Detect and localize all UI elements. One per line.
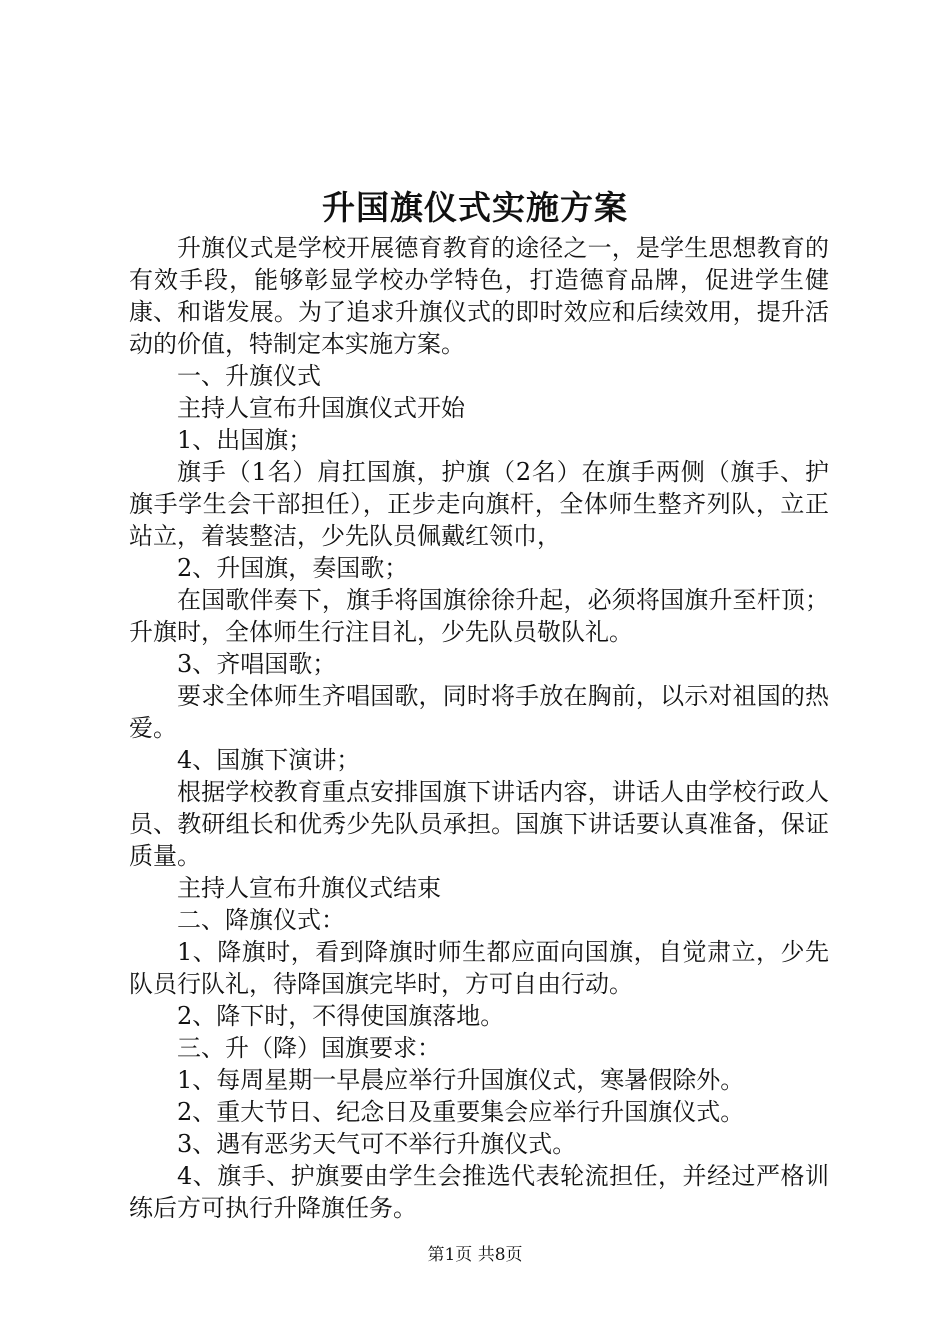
paragraph: 根据学校教育重点安排国旗下讲话内容，讲话人由学校行政人员、教研组长和优秀少先队员承担。国旗下讲话要认真准备，保证质量。 xyxy=(129,778,829,870)
list-item: 1、降旗时，看到降旗时师生都应面向国旗，自觉肃立，少先队员行队礼，待降国旗完毕时，方可自由行动。 xyxy=(129,938,829,998)
list-item-heading: 1、出国旗； xyxy=(177,426,313,454)
list-item: 4、旗手、护旗要由学生会推选代表轮流担任，并经过严格训练后方可执行升降旗任务。 xyxy=(129,1162,829,1222)
paragraph: 旗手（1名）肩扛国旗，护旗（2名）在旗手两侧（旗手、护旗手学生会干部担任），正步走向旗杆，全体师生整齐列队，立正站立，着装整洁，少先队员佩戴红领巾， xyxy=(129,458,829,550)
page-footer: 第1页 共8页 xyxy=(427,1245,523,1265)
list-item: 3、遇有恶劣天气可不举行升旗仪式。 xyxy=(177,1130,577,1158)
section-heading: 三、升（降）国旗要求： xyxy=(177,1034,441,1062)
paragraph: 要求全体师生齐唱国歌，同时将手放在胸前，以示对祖国的热爱。 xyxy=(129,682,829,742)
document-title: 升国旗仪式实施方案 xyxy=(322,188,628,227)
document-body xyxy=(129,232,829,1224)
paragraph: 主持人宣布升国旗仪式开始 xyxy=(177,394,465,422)
section-heading: 一、升旗仪式 xyxy=(177,362,321,390)
paragraph: 升旗仪式是学校开展德育教育的途径之一，是学生思想教育的有效手段，能够彰显学校办学特色，打造德育品牌，促进学生健康、和谐发展。为了追求升旗仪式的即时效应和后续效用，提升活动的价值，特制定本实施方案。 xyxy=(129,234,829,358)
list-item-heading: 4、国旗下演讲； xyxy=(177,746,361,774)
paragraph: 在国歌伴奏下，旗手将国旗徐徐升起，必须将国旗升至杆顶；升旗时，全体师生行注目礼，少先队员敬队礼。 xyxy=(129,586,829,646)
section-heading: 二、降旗仪式： xyxy=(177,906,345,934)
paragraph: 主持人宣布升旗仪式结束 xyxy=(177,874,441,902)
list-item: 1、每周星期一早晨应举行升国旗仪式，寒暑假除外。 xyxy=(177,1066,745,1094)
list-item: 2、降下时，不得使国旗落地。 xyxy=(177,1002,505,1030)
list-item-heading: 3、齐唱国歌； xyxy=(177,650,337,678)
list-item: 2、重大节日、纪念日及重要集会应举行升国旗仪式。 xyxy=(177,1098,745,1126)
list-item-heading: 2、升国旗，奏国歌； xyxy=(177,554,409,582)
